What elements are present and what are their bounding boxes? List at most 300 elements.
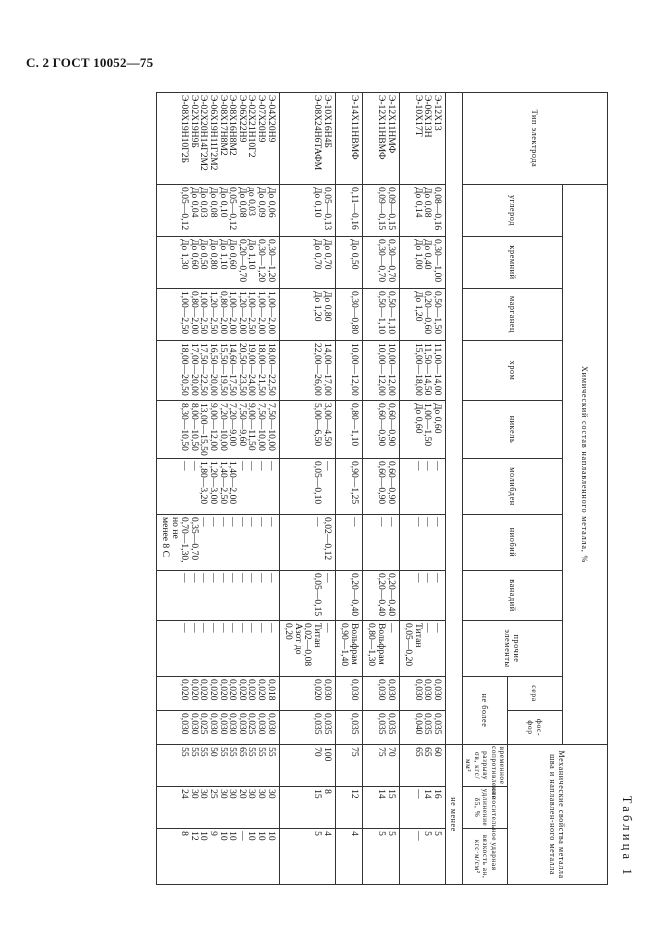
- cell-sulfur: [279, 677, 335, 711]
- cell-line: 10: [227, 831, 239, 841]
- cell-line: 15,00—18,00: [412, 343, 424, 396]
- header-spacer: [445, 93, 462, 745]
- cell-elongation: [279, 787, 335, 829]
- cell-electrode-type: [399, 93, 445, 185]
- cell-line: 0,030: [321, 679, 333, 701]
- cell-line: 1,80—3,20: [198, 461, 210, 505]
- cell-line: 10: [265, 831, 277, 841]
- cell-line: 10,00—12,00: [348, 343, 360, 396]
- cell-other-elements: [156, 621, 279, 677]
- cell-line: —: [246, 623, 258, 633]
- cell-line: 0,02—0,12: [321, 517, 333, 561]
- cell-line: 0,90—1,40: [339, 623, 351, 667]
- table-row: [335, 93, 362, 885]
- cell-line: —: [179, 623, 191, 633]
- cell-line: Э-12Х13: [431, 95, 443, 131]
- cell-sulfur: [156, 677, 279, 711]
- cell-line: 0,80—1,10: [348, 403, 360, 447]
- cell-niobium: [279, 515, 335, 571]
- cell-line: 0,05—0,20: [403, 623, 415, 667]
- cell-line: 5: [385, 831, 397, 836]
- cell-line: —: [227, 573, 239, 583]
- cell-line: Э-02Х21Н10Г2: [246, 95, 258, 158]
- cell-line: 0,035: [312, 713, 324, 735]
- cell-line: 0,60—0,90: [385, 403, 397, 447]
- page-header: С. 2 ГОСТ 10052—75: [26, 55, 154, 70]
- cell-line: —: [321, 461, 333, 471]
- cell-line: —: [208, 517, 220, 527]
- cell-line: —: [236, 461, 248, 471]
- cell-line: 0,030: [217, 713, 229, 735]
- header-chemical-composition: Химический состав наплавленного металла, %: [563, 185, 608, 745]
- cell-line: 55: [256, 747, 268, 757]
- cell-line: 7,50—10,00: [256, 403, 268, 451]
- electrode-composition-table: [156, 92, 608, 885]
- cell-line: —: [431, 461, 443, 471]
- cell-line: —: [198, 623, 210, 633]
- cell-line: До 1,00: [412, 239, 424, 270]
- cell-elongation: [156, 787, 279, 829]
- cell-line: 0,030: [348, 679, 360, 701]
- cell-line: 55: [227, 747, 239, 757]
- cell-line: До 0,80: [208, 239, 220, 270]
- cell-electrode-type: [156, 93, 279, 185]
- cell-line: 0,90—1,25: [348, 461, 360, 505]
- cell-line: —: [217, 623, 229, 633]
- cell-line: 10: [256, 831, 268, 841]
- cell-phosphorus: [399, 711, 445, 745]
- cell-line: 0,020: [217, 679, 229, 701]
- header-electrode-type: Тип электрода: [462, 93, 607, 185]
- cell-phosphorus: [279, 711, 335, 745]
- cell-nickel: [399, 401, 445, 459]
- cell-line: 7,50—10,00: [265, 403, 277, 451]
- cell-line: До 0,08: [236, 187, 248, 218]
- cell-line: 5: [422, 831, 434, 836]
- cell-line: —: [412, 789, 424, 799]
- cell-line: 55: [246, 747, 258, 757]
- cell-line: До 1,10: [217, 239, 229, 270]
- header-not-more: не более: [462, 677, 507, 745]
- cell-line: 0,30—0,70: [376, 239, 387, 283]
- cell-line: 0,030: [412, 679, 424, 701]
- cell-line: Э-07Х20Н9: [256, 95, 268, 143]
- cell-line: 30: [227, 789, 239, 799]
- cell-line: 0,30—1,20: [256, 239, 268, 283]
- cell-line: 0,20—0,40: [376, 573, 387, 617]
- cell-line: 60: [431, 747, 443, 757]
- cell-line: До 0,80: [321, 291, 333, 322]
- cell-molybdenum: [399, 459, 445, 515]
- cell-line: 0,08—0,16: [431, 187, 443, 231]
- cell-line: Э-10Х16Н4Б: [321, 95, 333, 148]
- cell-line: 0,50—1,50: [431, 291, 443, 335]
- cell-line: 0,70—1,30,: [179, 517, 191, 563]
- cell-line: —: [265, 623, 277, 633]
- cell-vanadium: [335, 571, 362, 621]
- cell-chromium: [399, 341, 445, 401]
- cell-line: До 0,06: [265, 187, 277, 218]
- cell-line: 24: [179, 789, 191, 799]
- cell-line: До 0,70: [312, 239, 324, 270]
- cell-line: —: [179, 573, 191, 583]
- cell-manganese: [335, 289, 362, 341]
- cell-line: 0,80—2,00: [217, 291, 229, 335]
- cell-line: 20,50—23,50: [236, 343, 248, 396]
- cell-line: 10: [198, 831, 210, 841]
- cell-line: 0,040: [412, 713, 424, 735]
- header-not-less: не менее: [445, 745, 462, 885]
- cell-line: Титан: [312, 623, 324, 648]
- cell-line: 8,30—10,50: [179, 403, 191, 451]
- cell-line: 4: [348, 831, 360, 836]
- cell-line: 0,20—0,40: [348, 573, 360, 617]
- cell-line: 0,035: [431, 713, 443, 735]
- cell-line: 7,20—9,00: [227, 403, 239, 447]
- cell-line: —: [265, 517, 277, 527]
- cell-line: Э-10Х17Т: [412, 95, 424, 137]
- cell-line: 12: [348, 789, 360, 799]
- header-impact-toughness: ударная вязкость aн, кгс·м/см²: [462, 829, 507, 885]
- cell-line: —: [198, 517, 210, 527]
- cell-line: 0,030: [265, 713, 277, 735]
- cell-line: 7,20—10,00: [217, 403, 229, 451]
- cell-line: 10: [246, 831, 258, 841]
- header-chromium: хром: [462, 341, 562, 401]
- cell-line: До 0,04: [188, 187, 200, 218]
- cell-sulfur: [362, 677, 399, 711]
- cell-nickel: [362, 401, 399, 459]
- cell-line: —: [236, 573, 248, 583]
- cell-line: —: [321, 573, 333, 583]
- cell-line: —: [321, 623, 333, 633]
- cell-line: 0,020: [198, 679, 210, 701]
- cell-line: 0,60—0,90: [376, 403, 387, 447]
- cell-line: 0,035: [385, 713, 397, 735]
- cell-sulfur: [335, 677, 362, 711]
- cell-tensile-strength: [335, 745, 362, 787]
- cell-line: 65: [422, 747, 434, 757]
- header-silicon: кремний: [462, 237, 562, 289]
- cell-line: До 0,09: [256, 187, 268, 218]
- cell-line: До 0,70: [321, 239, 333, 270]
- cell-line: 22,00—26,00: [312, 343, 324, 396]
- cell-line: 14,00—17,00: [321, 343, 333, 396]
- cell-line: —: [188, 573, 200, 583]
- cell-line: —: [431, 623, 443, 633]
- cell-line: 0,020: [227, 679, 239, 701]
- cell-line: —: [265, 573, 277, 583]
- cell-line: 1,40—2,00: [227, 461, 239, 505]
- cell-line: —: [412, 831, 424, 841]
- cell-line: 0,20—0,40: [385, 573, 397, 617]
- cell-nickel: [279, 401, 335, 459]
- cell-other-elements: [335, 621, 362, 677]
- cell-line: 18,00—21,50: [256, 343, 268, 396]
- cell-impact-toughness: [156, 829, 279, 885]
- header-molybdenum: молибден: [462, 459, 562, 515]
- table-container: [76, 92, 638, 884]
- cell-manganese: [279, 289, 335, 341]
- cell-line: 0,30—0,70: [385, 239, 397, 283]
- cell-line: —: [256, 623, 268, 633]
- cell-line: —: [256, 517, 268, 527]
- cell-line: —: [256, 461, 268, 471]
- cell-line: —: [217, 573, 229, 583]
- cell-line: Э-06Х22Н9: [236, 95, 248, 143]
- cell-molybdenum: [279, 459, 335, 515]
- header-phosphorus: фос-фор: [508, 711, 563, 745]
- cell-carbon: [279, 185, 335, 237]
- cell-carbon: [362, 185, 399, 237]
- cell-line: 18,00—22,50: [265, 343, 277, 396]
- cell-line: 65: [412, 747, 424, 757]
- cell-line: До 0,03: [198, 187, 210, 218]
- cell-impact-toughness: [279, 829, 335, 885]
- cell-line: 55: [188, 747, 200, 757]
- cell-vanadium: [156, 571, 279, 621]
- cell-line: 1,00—2,50: [246, 291, 258, 335]
- cell-impact-toughness: [362, 829, 399, 885]
- cell-line: 0,030: [376, 679, 387, 701]
- cell-line: 1,00—2,00: [256, 291, 268, 335]
- cell-line: 12: [188, 831, 200, 841]
- cell-line: 9,00—12,00: [208, 403, 220, 451]
- cell-line: 0,05—0,12: [227, 187, 239, 231]
- cell-line: 1,00—2,00: [265, 291, 277, 335]
- cell-line: 75: [348, 747, 360, 757]
- cell-nickel: [156, 401, 279, 459]
- cell-line: 1,40—2,50: [217, 461, 229, 505]
- cell-tensile-strength: [399, 745, 445, 787]
- cell-line: 16: [431, 789, 443, 799]
- cell-silicon: [362, 237, 399, 289]
- cell-line: 55: [198, 747, 210, 757]
- cell-line: 100: [321, 747, 333, 762]
- cell-line: 0,030: [256, 713, 268, 735]
- cell-line: 8,00—10,50: [188, 403, 200, 451]
- cell-electrode-type: [279, 93, 335, 185]
- cell-line: 17,00—20,00: [188, 343, 200, 396]
- cell-line: 18,00—20,50: [179, 343, 191, 396]
- cell-line: 0,025: [246, 713, 258, 735]
- cell-line: 30: [265, 789, 277, 799]
- cell-phosphorus: [335, 711, 362, 745]
- cell-line: 10,00—12,00: [376, 343, 387, 396]
- cell-line: —: [227, 623, 239, 633]
- cell-line: 30: [198, 789, 210, 799]
- cell-line: —: [412, 573, 424, 583]
- cell-line: 14,60—17,50: [227, 343, 239, 396]
- cell-elongation: [399, 787, 445, 829]
- cell-manganese: [399, 289, 445, 341]
- cell-line: 0,030: [208, 713, 220, 735]
- cell-line: —: [236, 517, 248, 527]
- cell-line: 8: [179, 831, 191, 836]
- cell-chromium: [156, 341, 279, 401]
- cell-line: Вольфрам: [348, 623, 360, 665]
- cell-line: 11,50—14,50: [422, 343, 434, 396]
- cell-line: —: [179, 461, 191, 471]
- cell-line: 0,30—0,80: [348, 291, 360, 335]
- cell-line: —: [188, 461, 200, 471]
- cell-line: 0,030: [431, 679, 443, 701]
- cell-line: —: [431, 517, 443, 527]
- cell-line: До 0,60: [188, 239, 200, 270]
- cell-impact-toughness: [335, 829, 362, 885]
- cell-impact-toughness: [399, 829, 445, 885]
- cell-line: 16,50—20,00: [208, 343, 220, 396]
- cell-molybdenum: [362, 459, 399, 515]
- cell-line: 30: [188, 789, 200, 799]
- cell-line: 75: [376, 747, 387, 757]
- table-caption: Таблица 1: [620, 795, 634, 878]
- cell-line: 70: [312, 747, 324, 757]
- header-vanadium: ванадий: [462, 571, 562, 621]
- cell-line: Э-04Х20Н9: [265, 95, 277, 143]
- cell-manganese: [362, 289, 399, 341]
- cell-line: 5: [376, 831, 387, 836]
- cell-line: 15,50—19,50: [217, 343, 229, 396]
- cell-molybdenum: [156, 459, 279, 515]
- table-row: [156, 93, 279, 885]
- cell-line: Вольфрам: [376, 623, 387, 665]
- cell-line: 10,00—12,00: [385, 343, 397, 396]
- cell-line: До 1,10: [246, 239, 258, 270]
- cell-line: 0,030: [179, 713, 191, 735]
- cell-line: —: [256, 573, 268, 583]
- cell-tensile-strength: [362, 745, 399, 787]
- cell-line: 0,030: [227, 713, 239, 735]
- cell-line: 0,05—0,12: [179, 187, 191, 231]
- cell-silicon: [335, 237, 362, 289]
- cell-line: —: [236, 623, 248, 633]
- cell-line: 0,05—0,10: [312, 461, 324, 505]
- header-tensile-strength: временное сопротивление разрыву σв, кгс/мм²: [464, 746, 506, 800]
- cell-line: —: [431, 573, 443, 583]
- cell-other-elements: [362, 621, 399, 677]
- cell-line: 0,020: [208, 679, 220, 701]
- cell-line: 0,50—1,10: [376, 291, 387, 335]
- cell-line: До 0,10: [312, 187, 324, 218]
- cell-line: 0,030: [236, 713, 248, 735]
- cell-tensile-strength: [279, 745, 335, 787]
- cell-line: До 0,60: [227, 239, 239, 270]
- table-row: [279, 93, 335, 885]
- cell-niobium: [156, 515, 279, 571]
- header-niobium: ниобий: [462, 515, 562, 571]
- cell-line: 1,00—2,00: [227, 291, 239, 335]
- cell-line: —: [227, 517, 239, 527]
- cell-niobium: [362, 515, 399, 571]
- cell-silicon: [156, 237, 279, 289]
- cell-line: Э-02Х20Н14Г2М2: [198, 95, 210, 171]
- cell-line: 14: [376, 789, 387, 799]
- cell-line: 70: [385, 747, 397, 757]
- cell-line: До 0,14: [412, 187, 424, 218]
- cell-phosphorus: [362, 711, 399, 745]
- cell-line: 0,11—0,16: [348, 187, 360, 230]
- cell-line: —: [422, 573, 434, 583]
- cell-line: 0,025: [198, 713, 210, 735]
- cell-line: Э-06Х13Н: [422, 95, 434, 138]
- cell-line: 0,80—1,30: [366, 623, 378, 667]
- cell-line: Э-08Х16Н8М2: [227, 95, 239, 156]
- cell-line: —: [236, 831, 248, 841]
- cell-molybdenum: [335, 459, 362, 515]
- cell-line: 0,035: [422, 713, 434, 735]
- cell-line: До 0,08: [208, 187, 220, 218]
- cell-other-elements: [399, 621, 445, 677]
- header-carbon: углерод: [462, 185, 562, 237]
- cell-line: 17,50—22,50: [198, 343, 210, 396]
- cell-line: 0,020: [179, 679, 191, 701]
- cell-line: 0,030: [188, 713, 200, 735]
- cell-line: —: [385, 623, 397, 633]
- cell-electrode-type: [362, 93, 399, 185]
- cell-line: —: [246, 573, 258, 583]
- cell-line: 13,00—15,50: [198, 403, 210, 456]
- cell-line: 7,50—9,60: [236, 403, 248, 447]
- cell-line: До 0,10: [217, 187, 229, 218]
- cell-line: 5: [312, 831, 324, 836]
- cell-line: —: [412, 461, 424, 471]
- cell-line: 8: [321, 789, 333, 794]
- cell-line: 55: [217, 747, 229, 757]
- cell-line: 0,020: [312, 679, 324, 701]
- cell-line: Э-02Х19Н9Б: [188, 95, 200, 148]
- cell-line: 0,020: [236, 679, 248, 701]
- cell-line: До 0,50: [198, 239, 210, 270]
- cell-line: 5,00—6,50: [312, 403, 324, 447]
- cell-tensile-strength: [156, 745, 279, 787]
- cell-line: 30: [256, 789, 268, 799]
- cell-line: До 0,60: [412, 403, 424, 434]
- cell-line: 0,035: [376, 713, 387, 735]
- cell-line: До 0,40: [422, 239, 434, 270]
- cell-elongation: [362, 787, 399, 829]
- table-row: [399, 93, 445, 885]
- cell-line: 0,30—1,00: [431, 239, 443, 283]
- cell-vanadium: [362, 571, 399, 621]
- cell-line: 0,035: [348, 713, 360, 735]
- cell-line: 0,035: [321, 713, 333, 735]
- cell-phosphorus: [156, 711, 279, 745]
- cell-line: 0,35—0,70: [188, 517, 200, 561]
- cell-carbon: [335, 185, 362, 237]
- cell-line: —: [265, 461, 277, 471]
- cell-line: 55: [265, 747, 277, 757]
- cell-line: 0,80—2,00: [188, 291, 200, 335]
- cell-silicon: [399, 237, 445, 289]
- cell-line: —: [312, 517, 324, 527]
- cell-line: Э-08Х19Н10Г2Б: [179, 95, 191, 164]
- cell-line: до 0,03: [246, 187, 258, 216]
- cell-line: 30: [246, 789, 258, 799]
- rotated-table-area: [76, 92, 638, 884]
- cell-niobium: [399, 515, 445, 571]
- cell-line: 10: [217, 831, 229, 841]
- cell-line: Э-08Х24Н6ТАФМ: [312, 95, 324, 171]
- table-body: [156, 93, 445, 885]
- cell-line: До 1,20: [312, 291, 324, 322]
- cell-line: 1,20—3,00: [208, 461, 220, 505]
- cell-line: —: [422, 623, 434, 633]
- cell-line: 1,00—2,50: [179, 291, 191, 335]
- cell-line: Э-12Х11НВМФ: [376, 95, 387, 160]
- header-other-elements: прочие элементы: [462, 621, 562, 677]
- cell-line: 65: [236, 747, 248, 757]
